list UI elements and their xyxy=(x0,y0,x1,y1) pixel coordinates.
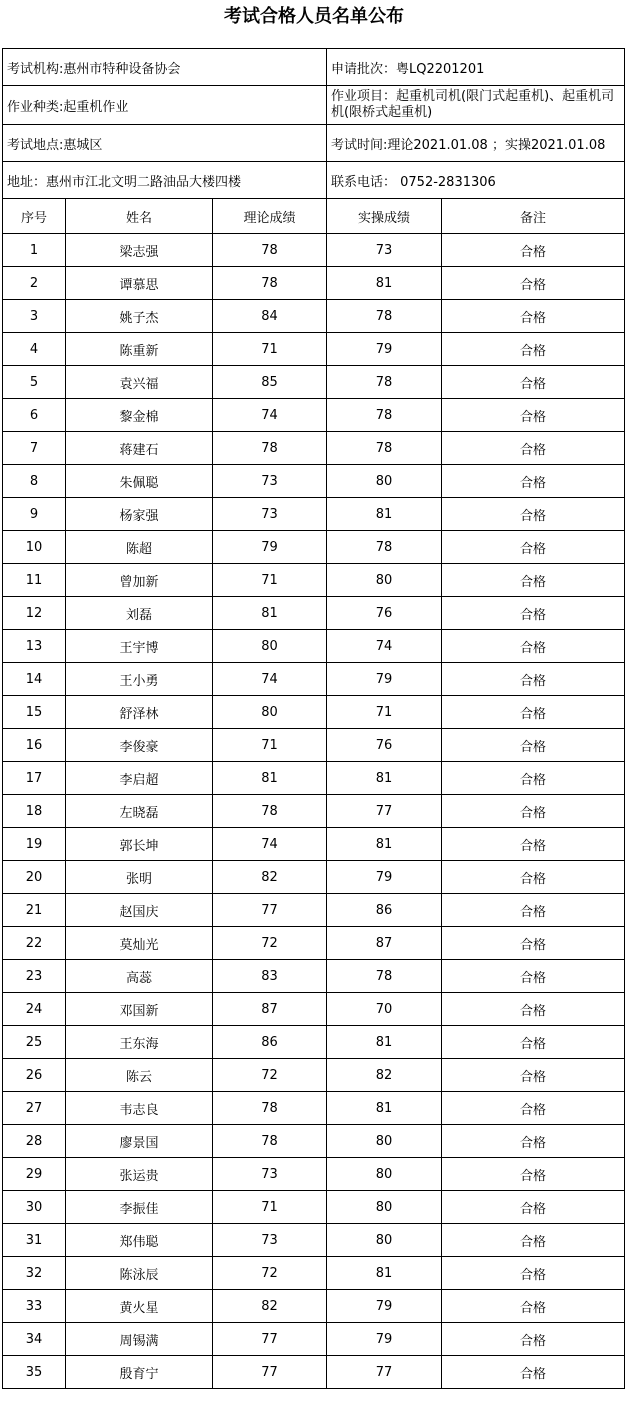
practice-score-cell: 81 xyxy=(327,828,442,861)
theory-score-cell: 77 xyxy=(213,894,327,927)
theory-score-cell: 79 xyxy=(213,531,327,564)
table-row xyxy=(3,267,625,300)
row-number-cell: 7 xyxy=(3,432,66,465)
remark-cell: 合格 xyxy=(442,267,625,300)
theory-score-cell: 87 xyxy=(213,993,327,1026)
remark-cell: 合格 xyxy=(442,465,625,498)
theory-score-cell: 84 xyxy=(213,300,327,333)
name-cell: 邓国新 xyxy=(66,993,213,1026)
remark-cell: 合格 xyxy=(442,795,625,828)
name-cell: 蒋建石 xyxy=(66,432,213,465)
table-row xyxy=(3,630,625,663)
name-cell: 王东海 xyxy=(66,1026,213,1059)
practice-score-cell: 81 xyxy=(327,1026,442,1059)
theory-score-cell: 71 xyxy=(213,564,327,597)
column-header-no: 序号 xyxy=(3,199,66,234)
name-cell: 黄火星 xyxy=(66,1290,213,1323)
practice-score-cell: 79 xyxy=(327,1290,442,1323)
practice-score-cell: 81 xyxy=(327,1092,442,1125)
info-row-4 xyxy=(3,162,625,199)
table-row xyxy=(3,531,625,564)
row-number-cell: 3 xyxy=(3,300,66,333)
name-cell: 殷育宁 xyxy=(66,1356,213,1389)
row-number-cell: 13 xyxy=(3,630,66,663)
remark-cell: 合格 xyxy=(442,729,625,762)
practice-score-cell: 71 xyxy=(327,696,442,729)
name-cell: 陈超 xyxy=(66,531,213,564)
table-row xyxy=(3,729,625,762)
info-row-3 xyxy=(3,125,625,162)
theory-score-cell: 77 xyxy=(213,1356,327,1389)
theory-score-cell: 71 xyxy=(213,729,327,762)
remark-cell: 合格 xyxy=(442,399,625,432)
info-row-1 xyxy=(3,49,625,86)
row-number-cell: 4 xyxy=(3,333,66,366)
row-number-cell: 33 xyxy=(3,1290,66,1323)
location-cell: 考试地点:惠城区 xyxy=(3,125,327,162)
remark-cell: 合格 xyxy=(442,960,625,993)
table-row xyxy=(3,1323,625,1356)
row-number-cell: 14 xyxy=(3,663,66,696)
theory-score-cell: 73 xyxy=(213,498,327,531)
address-cell: 地址：惠州市江北文明二路油品大楼四楼 xyxy=(3,162,327,199)
remark-cell: 合格 xyxy=(442,762,625,795)
remark-cell: 合格 xyxy=(442,597,625,630)
theory-score-cell: 78 xyxy=(213,267,327,300)
row-number-cell: 23 xyxy=(3,960,66,993)
table-row xyxy=(3,663,625,696)
row-number-cell: 24 xyxy=(3,993,66,1026)
row-number-cell: 27 xyxy=(3,1092,66,1125)
name-cell: 姚子杰 xyxy=(66,300,213,333)
remark-cell: 合格 xyxy=(442,300,625,333)
theory-score-cell: 74 xyxy=(213,663,327,696)
name-cell: 张明 xyxy=(66,861,213,894)
row-number-cell: 18 xyxy=(3,795,66,828)
table-row xyxy=(3,1191,625,1224)
theory-score-cell: 80 xyxy=(213,696,327,729)
practice-score-cell: 86 xyxy=(327,894,442,927)
table-row xyxy=(3,1125,625,1158)
row-number-cell: 6 xyxy=(3,399,66,432)
row-number-cell: 1 xyxy=(3,234,66,267)
table-header-row xyxy=(3,199,625,234)
practice-score-cell: 79 xyxy=(327,663,442,696)
row-number-cell: 32 xyxy=(3,1257,66,1290)
theory-score-cell: 74 xyxy=(213,828,327,861)
name-cell: 陈云 xyxy=(66,1059,213,1092)
row-number-cell: 9 xyxy=(3,498,66,531)
remark-cell: 合格 xyxy=(442,1257,625,1290)
table-row xyxy=(3,366,625,399)
column-header-name: 姓名 xyxy=(66,199,213,234)
practice-score-cell: 77 xyxy=(327,1356,442,1389)
remark-cell: 合格 xyxy=(442,630,625,663)
practice-score-cell: 87 xyxy=(327,927,442,960)
row-number-cell: 21 xyxy=(3,894,66,927)
theory-score-cell: 82 xyxy=(213,1290,327,1323)
name-cell: 刘磊 xyxy=(66,597,213,630)
practice-score-cell: 80 xyxy=(327,465,442,498)
row-number-cell: 15 xyxy=(3,696,66,729)
theory-score-cell: 78 xyxy=(213,1092,327,1125)
column-header-theory: 理论成绩 xyxy=(213,199,327,234)
table-row xyxy=(3,300,625,333)
table-row xyxy=(3,1257,625,1290)
name-cell: 梁志强 xyxy=(66,234,213,267)
remark-cell: 合格 xyxy=(442,564,625,597)
row-number-cell: 16 xyxy=(3,729,66,762)
remark-cell: 合格 xyxy=(442,894,625,927)
remark-cell: 合格 xyxy=(442,1158,625,1191)
practice-score-cell: 81 xyxy=(327,498,442,531)
row-number-cell: 34 xyxy=(3,1323,66,1356)
practice-score-cell: 79 xyxy=(327,333,442,366)
name-cell: 莫灿光 xyxy=(66,927,213,960)
table-row xyxy=(3,399,625,432)
row-number-cell: 5 xyxy=(3,366,66,399)
row-number-cell: 8 xyxy=(3,465,66,498)
row-number-cell: 28 xyxy=(3,1125,66,1158)
remark-cell: 合格 xyxy=(442,828,625,861)
table-row xyxy=(3,894,625,927)
remark-cell: 合格 xyxy=(442,1191,625,1224)
result-table xyxy=(2,48,625,1389)
name-cell: 高蕊 xyxy=(66,960,213,993)
practice-score-cell: 74 xyxy=(327,630,442,663)
remark-cell: 合格 xyxy=(442,498,625,531)
table-row xyxy=(3,696,625,729)
theory-score-cell: 71 xyxy=(213,1191,327,1224)
practice-score-cell: 80 xyxy=(327,1158,442,1191)
practice-score-cell: 79 xyxy=(327,861,442,894)
practice-score-cell: 78 xyxy=(327,960,442,993)
row-number-cell: 29 xyxy=(3,1158,66,1191)
name-cell: 李振佳 xyxy=(66,1191,213,1224)
job-type-cell: 作业种类:起重机作业 xyxy=(3,86,327,125)
theory-score-cell: 80 xyxy=(213,630,327,663)
column-header-remark: 备注 xyxy=(442,199,625,234)
row-number-cell: 2 xyxy=(3,267,66,300)
theory-score-cell: 73 xyxy=(213,1224,327,1257)
theory-score-cell: 82 xyxy=(213,861,327,894)
theory-score-cell: 71 xyxy=(213,333,327,366)
theory-score-cell: 77 xyxy=(213,1323,327,1356)
remark-cell: 合格 xyxy=(442,1290,625,1323)
job-item-cell: 作业项目：起重机司机(限门式起重机)、起重机司机(限桥式起重机) xyxy=(327,86,625,125)
table-row xyxy=(3,960,625,993)
practice-score-cell: 78 xyxy=(327,399,442,432)
practice-score-cell: 81 xyxy=(327,267,442,300)
theory-score-cell: 72 xyxy=(213,927,327,960)
name-cell: 赵国庆 xyxy=(66,894,213,927)
row-number-cell: 26 xyxy=(3,1059,66,1092)
exam-time-cell: 考试时间:理论2021.01.08 ；实操2021.01.08 xyxy=(327,125,625,162)
practice-score-cell: 81 xyxy=(327,762,442,795)
table-row xyxy=(3,234,625,267)
name-cell: 韦志良 xyxy=(66,1092,213,1125)
remark-cell: 合格 xyxy=(442,234,625,267)
row-number-cell: 19 xyxy=(3,828,66,861)
practice-score-cell: 80 xyxy=(327,1125,442,1158)
row-number-cell: 17 xyxy=(3,762,66,795)
remark-cell: 合格 xyxy=(442,1224,625,1257)
theory-score-cell: 81 xyxy=(213,762,327,795)
row-number-cell: 31 xyxy=(3,1224,66,1257)
practice-score-cell: 79 xyxy=(327,1323,442,1356)
table-row xyxy=(3,1356,625,1389)
batch-cell: 申请批次：粤LQ2201201 xyxy=(327,49,625,86)
practice-score-cell: 78 xyxy=(327,300,442,333)
theory-score-cell: 83 xyxy=(213,960,327,993)
practice-score-cell: 78 xyxy=(327,432,442,465)
name-cell: 王小勇 xyxy=(66,663,213,696)
table-row xyxy=(3,1158,625,1191)
table-row xyxy=(3,465,625,498)
theory-score-cell: 72 xyxy=(213,1257,327,1290)
name-cell: 李启超 xyxy=(66,762,213,795)
theory-score-cell: 78 xyxy=(213,1125,327,1158)
name-cell: 陈泳辰 xyxy=(66,1257,213,1290)
name-cell: 曾加新 xyxy=(66,564,213,597)
table-row xyxy=(3,1224,625,1257)
practice-score-cell: 80 xyxy=(327,1191,442,1224)
remark-cell: 合格 xyxy=(442,1059,625,1092)
remark-cell: 合格 xyxy=(442,1092,625,1125)
table-row xyxy=(3,498,625,531)
theory-score-cell: 78 xyxy=(213,234,327,267)
remark-cell: 合格 xyxy=(442,696,625,729)
remark-cell: 合格 xyxy=(442,432,625,465)
table-row xyxy=(3,795,625,828)
name-cell: 杨家强 xyxy=(66,498,213,531)
practice-score-cell: 80 xyxy=(327,564,442,597)
table-row xyxy=(3,564,625,597)
name-cell: 周锡满 xyxy=(66,1323,213,1356)
theory-score-cell: 72 xyxy=(213,1059,327,1092)
row-number-cell: 20 xyxy=(3,861,66,894)
row-number-cell: 35 xyxy=(3,1356,66,1389)
practice-score-cell: 78 xyxy=(327,366,442,399)
name-cell: 舒泽林 xyxy=(66,696,213,729)
table-row xyxy=(3,861,625,894)
name-cell: 陈重新 xyxy=(66,333,213,366)
remark-cell: 合格 xyxy=(442,1026,625,1059)
name-cell: 黎金棉 xyxy=(66,399,213,432)
phone-cell: 联系电话： 0752-2831306 xyxy=(327,162,625,199)
table-row xyxy=(3,432,625,465)
remark-cell: 合格 xyxy=(442,1125,625,1158)
name-cell: 朱佩聪 xyxy=(66,465,213,498)
practice-score-cell: 82 xyxy=(327,1059,442,1092)
remark-cell: 合格 xyxy=(442,333,625,366)
institution-cell: 考试机构:惠州市特种设备协会 xyxy=(3,49,327,86)
table-row xyxy=(3,333,625,366)
practice-score-cell: 76 xyxy=(327,597,442,630)
table-row xyxy=(3,1026,625,1059)
remark-cell: 合格 xyxy=(442,993,625,1026)
row-number-cell: 25 xyxy=(3,1026,66,1059)
name-cell: 廖景国 xyxy=(66,1125,213,1158)
theory-score-cell: 78 xyxy=(213,795,327,828)
practice-score-cell: 73 xyxy=(327,234,442,267)
practice-score-cell: 70 xyxy=(327,993,442,1026)
table-row xyxy=(3,1092,625,1125)
remark-cell: 合格 xyxy=(442,663,625,696)
row-number-cell: 22 xyxy=(3,927,66,960)
practice-score-cell: 80 xyxy=(327,1224,442,1257)
practice-score-cell: 78 xyxy=(327,531,442,564)
table-row xyxy=(3,828,625,861)
remark-cell: 合格 xyxy=(442,1323,625,1356)
remark-cell: 合格 xyxy=(442,861,625,894)
theory-score-cell: 86 xyxy=(213,1026,327,1059)
theory-score-cell: 85 xyxy=(213,366,327,399)
row-number-cell: 12 xyxy=(3,597,66,630)
name-cell: 李俊豪 xyxy=(66,729,213,762)
remark-cell: 合格 xyxy=(442,366,625,399)
name-cell: 王宇博 xyxy=(66,630,213,663)
remark-cell: 合格 xyxy=(442,531,625,564)
theory-score-cell: 78 xyxy=(213,432,327,465)
table-row xyxy=(3,1059,625,1092)
name-cell: 郑伟聪 xyxy=(66,1224,213,1257)
table-row xyxy=(3,993,625,1026)
table-row xyxy=(3,1290,625,1323)
theory-score-cell: 81 xyxy=(213,597,327,630)
name-cell: 张运贵 xyxy=(66,1158,213,1191)
table-row xyxy=(3,762,625,795)
practice-score-cell: 81 xyxy=(327,1257,442,1290)
row-number-cell: 11 xyxy=(3,564,66,597)
theory-score-cell: 73 xyxy=(213,465,327,498)
row-number-cell: 10 xyxy=(3,531,66,564)
row-number-cell: 30 xyxy=(3,1191,66,1224)
practice-score-cell: 77 xyxy=(327,795,442,828)
name-cell: 郭长坤 xyxy=(66,828,213,861)
table-row xyxy=(3,597,625,630)
name-cell: 袁兴福 xyxy=(66,366,213,399)
name-cell: 左晓磊 xyxy=(66,795,213,828)
practice-score-cell: 76 xyxy=(327,729,442,762)
table-row xyxy=(3,927,625,960)
theory-score-cell: 74 xyxy=(213,399,327,432)
remark-cell: 合格 xyxy=(442,927,625,960)
remark-cell: 合格 xyxy=(442,1356,625,1389)
theory-score-cell: 73 xyxy=(213,1158,327,1191)
page-title: 考试合格人员名单公布 xyxy=(224,6,404,27)
name-cell: 谭慕思 xyxy=(66,267,213,300)
info-row-2 xyxy=(3,86,625,125)
column-header-practice: 实操成绩 xyxy=(327,199,442,234)
